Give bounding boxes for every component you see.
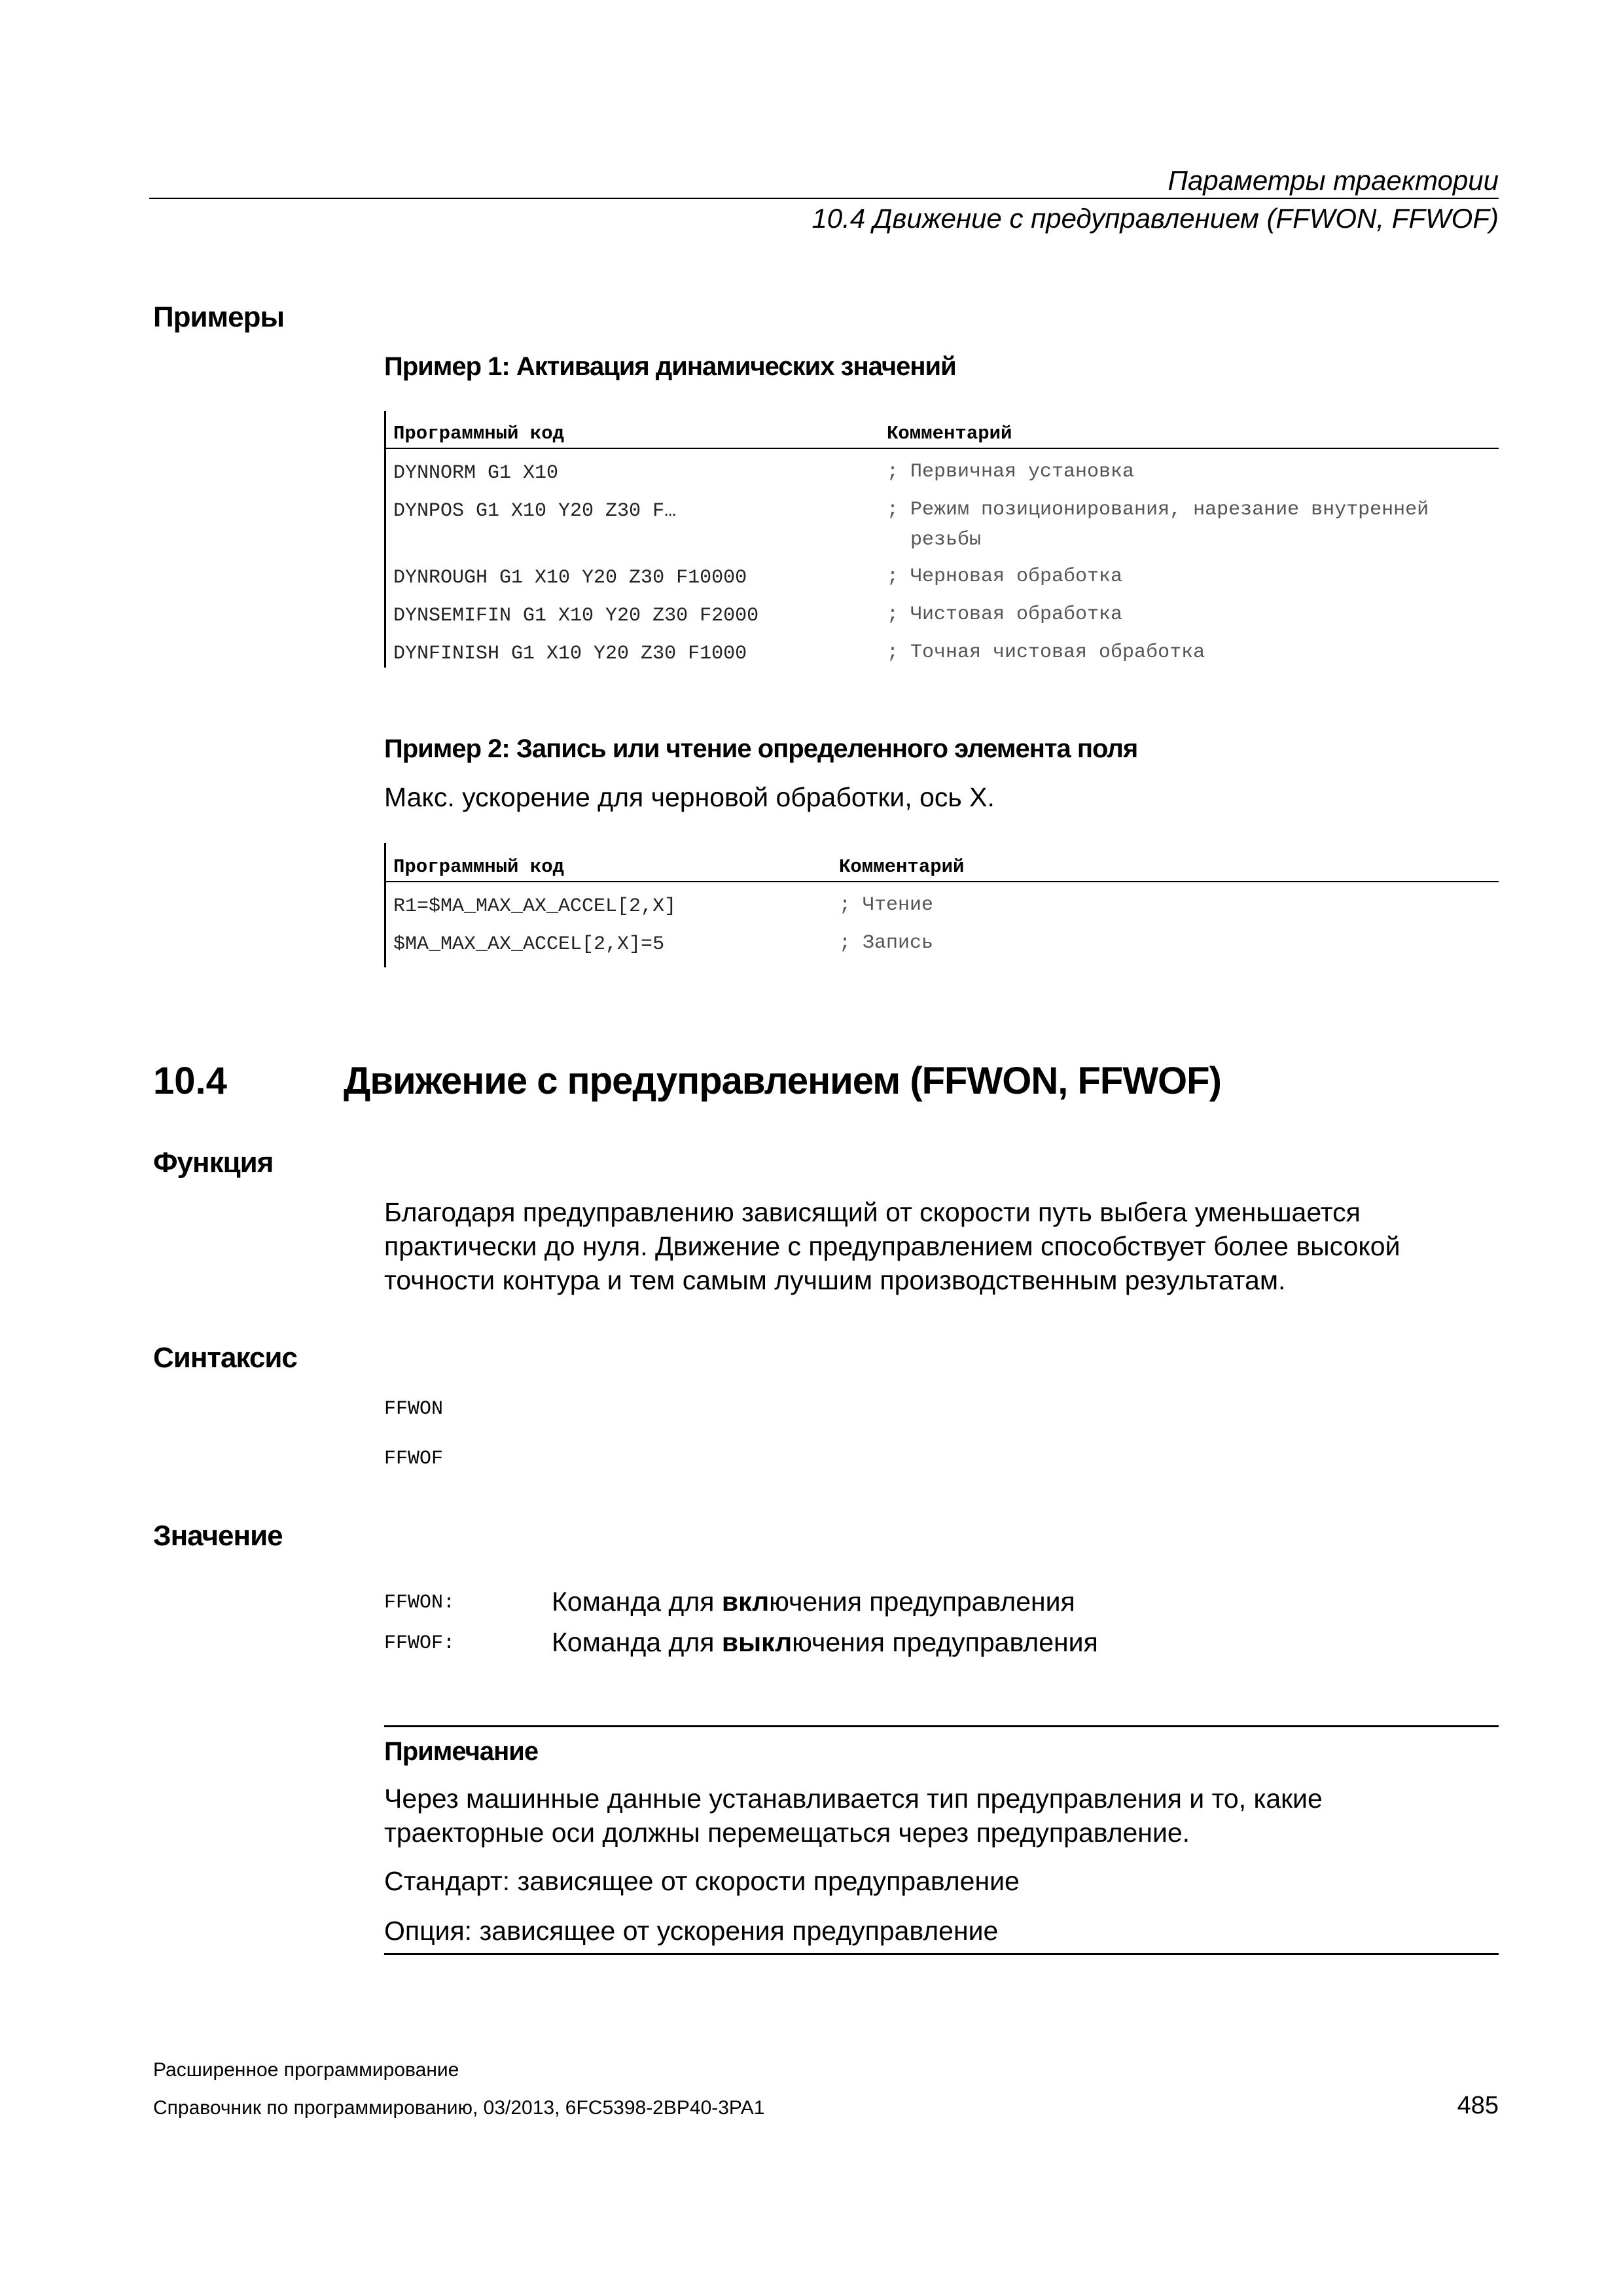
page-number: 485 <box>1457 2092 1499 2119</box>
note-title: Примечание <box>384 1737 539 1766</box>
running-header-chapter: Параметры траектории <box>1168 165 1499 196</box>
meaning-heading: Значение <box>153 1520 283 1552</box>
header-rule <box>149 198 1499 199</box>
footer-reference: Справочник по программированию, 03/2013, 6FC5398-2BP40-3PA1 <box>153 2097 765 2119</box>
table-row-comment: ; Чтение <box>839 894 934 916</box>
meaning-keyword: FFWOF: <box>384 1632 455 1655</box>
function-heading: Функция <box>153 1147 274 1179</box>
table-header-rule <box>384 448 1499 449</box>
meaning-text: ючения предуправления <box>792 1627 1098 1657</box>
col-header-code: Программный код <box>393 423 565 444</box>
col-header-comment: Комментарий <box>839 856 965 878</box>
meaning-description <box>552 1627 1098 1658</box>
table-row-code: DYNPOS G1 X10 Y20 Z30 F… <box>393 500 677 522</box>
meaning-text: Команда для <box>552 1627 722 1657</box>
table-row-code: R1=$MA_MAX_AX_ACCEL[2,X] <box>393 895 677 918</box>
running-header-section: 10.4 Движение с предуправлением (FFWON, FFWOF) <box>812 203 1499 234</box>
meaning-bold: вкл <box>721 1587 770 1617</box>
note-bottom-rule <box>384 1953 1499 1955</box>
example2-title: Пример 2: Запись или чтение определенного элемента поля <box>384 734 1138 763</box>
table-row-comment: ; Черновая обработка <box>887 565 1123 588</box>
examples-heading: Примеры <box>153 301 285 333</box>
note-standard: Стандарт: зависящее от скорости предуправление <box>384 1866 1020 1896</box>
table-row-comment: ; Запись <box>839 932 934 954</box>
table-row-code: $MA_MAX_AX_ACCEL[2,X]=5 <box>393 933 665 956</box>
meaning-description <box>552 1587 1075 1617</box>
meaning-text: Команда для <box>552 1587 722 1617</box>
function-line: точности контура и тем самым лучшим производственным результатам. <box>384 1265 1286 1295</box>
table-left-rule <box>384 411 386 668</box>
syntax-item: FFWOF <box>384 1448 444 1470</box>
footer-title: Расширенное программирование <box>153 2059 459 2081</box>
meaning-bold: выкл <box>721 1627 793 1657</box>
example1-code-table <box>384 411 1499 668</box>
syntax-item: FFWON <box>384 1398 444 1420</box>
table-row-comment: ; Первичная установка <box>887 461 1135 483</box>
section-number: 10.4 <box>153 1060 227 1102</box>
meaning-text: ючения предуправления <box>769 1587 1075 1617</box>
note-top-rule <box>384 1725 1499 1727</box>
table-row-comment: ; Режим позиционирования, нарезание внутренней <box>887 499 1429 521</box>
table-header-rule <box>384 881 1499 882</box>
syntax-heading: Синтаксис <box>153 1342 297 1374</box>
function-paragraph <box>384 1195 1400 1297</box>
example2-description: Макс. ускорение для черновой обработки, ось X. <box>384 782 995 812</box>
table-row-comment: ; Чистовая обработка <box>887 603 1123 626</box>
note-option: Опция: зависящее от ускорения предуправление <box>384 1916 999 1946</box>
function-line: практически до нуля. Движение с предуправлением способствует более высокой <box>384 1231 1400 1261</box>
example2-code-table <box>384 843 1499 967</box>
table-row-comment: ; Точная чистовая обработка <box>887 641 1205 664</box>
table-left-rule <box>384 843 386 967</box>
note-line: траекторные оси должны перемещаться через предуправление. <box>384 1818 1190 1848</box>
meaning-keyword: FFWON: <box>384 1592 455 1614</box>
col-header-code: Программный код <box>393 856 565 878</box>
section-title: Движение с предуправлением (FFWON, FFWOF) <box>344 1060 1221 1102</box>
note-line: Через машинные данные устанавливается тип предуправления и то, какие <box>384 1784 1323 1814</box>
note-paragraph <box>384 1782 1323 1850</box>
table-row-code: DYNSEMIFIN G1 X10 Y20 Z30 F2000 <box>393 605 759 627</box>
table-row-code: DYNFINISH G1 X10 Y20 Z30 F1000 <box>393 643 747 665</box>
col-header-comment: Комментарий <box>887 423 1012 444</box>
example1-title: Пример 1: Активация динамических значений <box>384 352 956 381</box>
table-row-code: DYNNORM G1 X10 <box>393 462 559 484</box>
function-line: Благодаря предуправлению зависящий от скорости путь выбега уменьшается <box>384 1197 1361 1227</box>
table-row-comment-cont: резьбы <box>910 529 982 551</box>
table-row-code: DYNROUGH G1 X10 Y20 Z30 F10000 <box>393 567 747 589</box>
